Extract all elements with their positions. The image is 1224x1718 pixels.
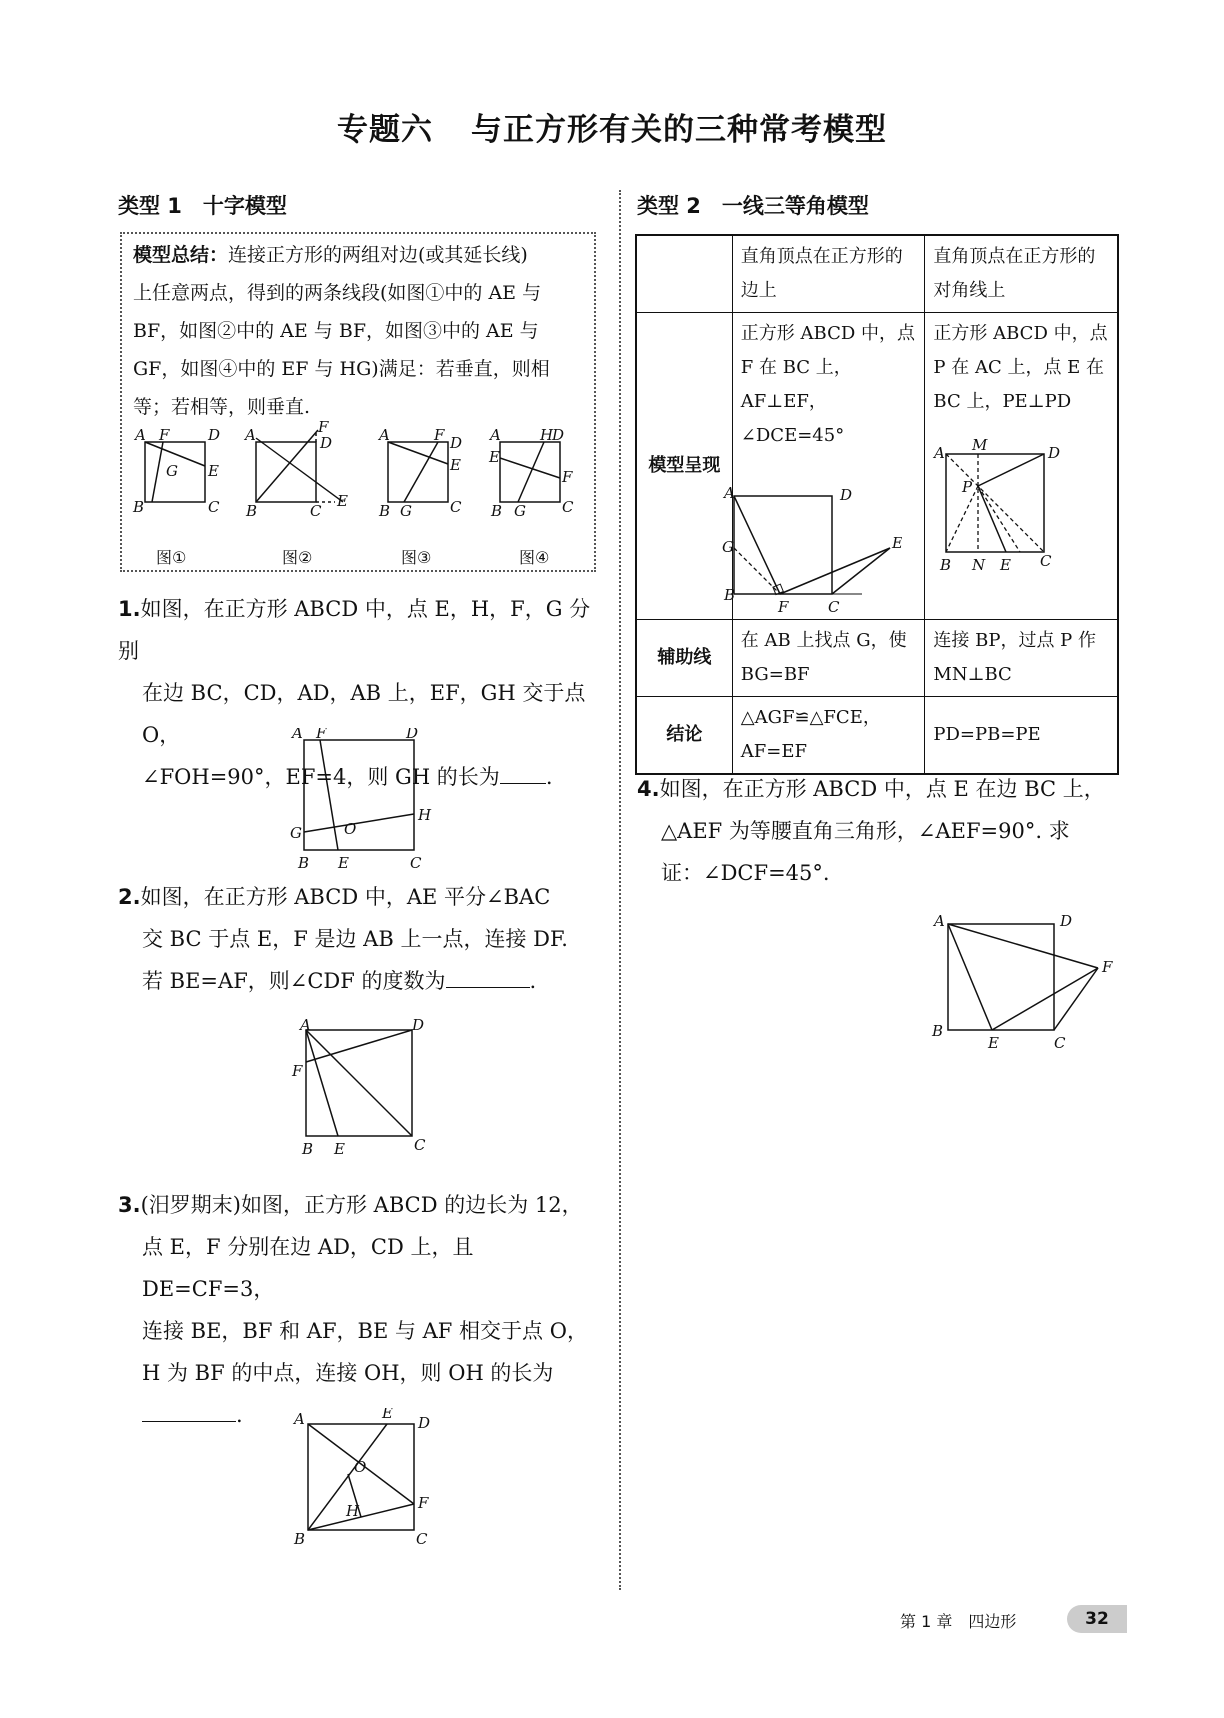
svg-text:H: H: [346, 1502, 360, 1520]
question-4: 4.如图，在正方形 ABCD 中，点 E 在边 BC 上， △AEF 为等腰直角三角形，∠AEF=90°. 求 证：∠DCF=45°.: [637, 777, 1105, 885]
svg-text:F: F: [292, 1062, 303, 1080]
table-row3-label: 结论: [636, 697, 732, 775]
svg-text:F: F: [434, 426, 445, 444]
svg-text:E: E: [1000, 556, 1011, 574]
type1-heading: 类型 1 十字模型: [118, 194, 287, 218]
type2-heading: 类型 2 一线三等角模型: [637, 194, 869, 218]
svg-text:G: G: [290, 824, 302, 842]
svg-text:D: D: [406, 728, 419, 742]
svg-text:A: A: [934, 444, 945, 462]
svg-text:P: P: [962, 478, 973, 496]
answer-blank-1[interactable]: [500, 761, 546, 784]
table-header-col1: 直角顶点在正方形的边上: [732, 235, 925, 313]
table-row2-col2: 连接 BP，过点 P 作 MN⊥BC: [925, 620, 1118, 697]
svg-text:D: D: [840, 486, 853, 504]
svg-text:H: H: [418, 806, 432, 824]
svg-text:E: E: [988, 1034, 999, 1052]
summary-text: 模型总结：连接正方形的两组对边(或其延长线) 上任意两点，得到的两条线段(如图①中的 AE 与 BF，如图②中的 AE 与 BF，如图③中的 AE 与 GF，如图④中的 EF 与 HG)满足：若垂直，则相 等；若相等，则垂直.: [133, 244, 550, 418]
question-1: 1.如图，在正方形 ABCD 中，点 E，H，F，G 分别 在边 BC，CD，AD，AB 上，EF，GH 交于点 O， ∠FOH=90°，EF=4，则 GH 的长为 .: [118, 597, 591, 789]
svg-text:O: O: [344, 820, 357, 838]
svg-text:A: A: [245, 426, 256, 444]
svg-text:E: E: [382, 1408, 393, 1422]
svg-text:F: F: [318, 420, 329, 436]
svg-text:C: C: [450, 498, 462, 516]
svg-text:D: D: [1048, 444, 1061, 462]
figure-q4: [920, 908, 1120, 1062]
svg-text:E: E: [334, 1140, 345, 1158]
svg-text:F: F: [316, 728, 327, 742]
svg-text:A: A: [300, 1018, 311, 1034]
svg-text:B: B: [724, 586, 736, 604]
question-3: 3.(汨罗期末)如图，正方形 ABCD 的边长为 12， 点 E，F 分别在边 AD，CD 上，且 DE=CF=3， 连接 BE，BF 和 AF，BE 与 AF 相交于点 O， H 为 BF 的中点，连接 OH，则 OH 的长为 .: [118, 1193, 588, 1427]
page-number: 32: [1067, 1605, 1127, 1633]
svg-text:H: H: [540, 426, 554, 444]
table-row2-col1: 在 AB 上找点 G，使 BG=BF: [732, 620, 925, 697]
fig-caption-1: 图①: [156, 548, 187, 567]
figure-2: [240, 420, 360, 544]
answer-blank-2[interactable]: [446, 965, 530, 988]
svg-text:C: C: [410, 854, 422, 872]
svg-text:B: B: [246, 502, 258, 520]
svg-text:B: B: [932, 1022, 944, 1040]
table-corner: [636, 235, 732, 313]
answer-blank-3[interactable]: [142, 1399, 236, 1422]
figure-3: [376, 420, 476, 544]
figure-4: [486, 420, 586, 544]
footer-chapter: 第 1 章 四边形: [900, 1612, 1017, 1631]
svg-text:A: A: [294, 1410, 305, 1428]
figure-q2: [286, 1018, 446, 1172]
table-row1-label: 模型呈现: [636, 313, 732, 620]
svg-text:E: E: [450, 456, 461, 474]
svg-text:F: F: [562, 468, 573, 486]
table-row3-col2: PD=PB=PE: [925, 697, 1118, 775]
svg-text:D: D: [418, 1414, 431, 1432]
table-row3-col1: △AGF≌△FCE，AF=EF: [732, 697, 925, 775]
table-header-col2: 直角顶点在正方形的对角线上: [925, 235, 1118, 313]
svg-text:E: E: [337, 492, 348, 510]
svg-text:D: D: [552, 426, 565, 444]
svg-text:A: A: [934, 912, 945, 930]
svg-text:C: C: [416, 1530, 428, 1548]
svg-text:C: C: [208, 498, 220, 516]
svg-text:G: G: [514, 502, 526, 520]
svg-text:B: B: [133, 498, 145, 516]
svg-text:F: F: [1102, 958, 1113, 976]
svg-text:A: A: [135, 426, 146, 444]
page-title: 专题六 与正方形有关的三种常考模型: [337, 112, 887, 148]
svg-text:G: G: [722, 538, 734, 556]
table-row2-label: 辅助线: [636, 620, 732, 697]
fig-caption-2: 图②: [282, 548, 313, 567]
svg-text:D: D: [320, 434, 333, 452]
svg-text:A: A: [724, 484, 735, 502]
svg-text:A: A: [379, 426, 390, 444]
svg-text:C: C: [1054, 1034, 1066, 1052]
table-figure-1: [722, 478, 902, 622]
svg-text:E: E: [489, 448, 500, 466]
svg-text:B: B: [294, 1530, 306, 1548]
figure-q3: [286, 1408, 446, 1562]
svg-text:M: M: [972, 438, 988, 454]
svg-text:C: C: [310, 502, 322, 520]
svg-text:D: D: [450, 434, 463, 452]
svg-text:A: A: [490, 426, 501, 444]
svg-text:G: G: [166, 462, 178, 480]
svg-text:B: B: [940, 556, 952, 574]
svg-text:F: F: [418, 1494, 429, 1512]
svg-text:C: C: [414, 1136, 426, 1154]
table-row1-col2: 正方形 ABCD 中，点 P 在 AC 上，点 E 在 BC 上，PE⊥PD: [925, 313, 1118, 620]
svg-text:F: F: [159, 426, 170, 444]
figure-1: [130, 420, 230, 544]
svg-text:B: B: [298, 854, 310, 872]
svg-text:E: E: [892, 534, 902, 552]
svg-text:C: C: [828, 598, 840, 616]
svg-text:F: F: [778, 598, 789, 616]
column-divider: [619, 190, 621, 1590]
question-2: 2.如图，在正方形 ABCD 中，AE 平分∠BAC 交 BC 于点 E，F 是边 AB 上一点，连接 DF. 若 BE=AF，则∠CDF 的度数为 .: [118, 885, 568, 993]
figure-q1: [280, 728, 440, 882]
fig-caption-4: 图④: [519, 548, 550, 567]
svg-text:G: G: [400, 502, 412, 520]
svg-text:N: N: [972, 556, 986, 574]
svg-text:C: C: [1040, 552, 1052, 570]
svg-text:C: C: [562, 498, 574, 516]
svg-text:B: B: [379, 502, 391, 520]
svg-text:D: D: [1060, 912, 1073, 930]
svg-text:A: A: [292, 728, 303, 742]
fig-caption-3: 图③: [401, 548, 432, 567]
svg-text:B: B: [491, 502, 503, 520]
svg-text:D: D: [412, 1018, 425, 1034]
svg-text:E: E: [338, 854, 349, 872]
table-figure-2: [908, 438, 1088, 582]
svg-text:B: B: [302, 1140, 314, 1158]
table-row1-col1: 正方形 ABCD 中，点 F 在 BC 上，AF⊥EF，∠DCE=45°: [732, 313, 925, 620]
svg-text:D: D: [208, 426, 221, 444]
svg-text:E: E: [208, 462, 219, 480]
svg-text:O: O: [354, 1458, 367, 1476]
